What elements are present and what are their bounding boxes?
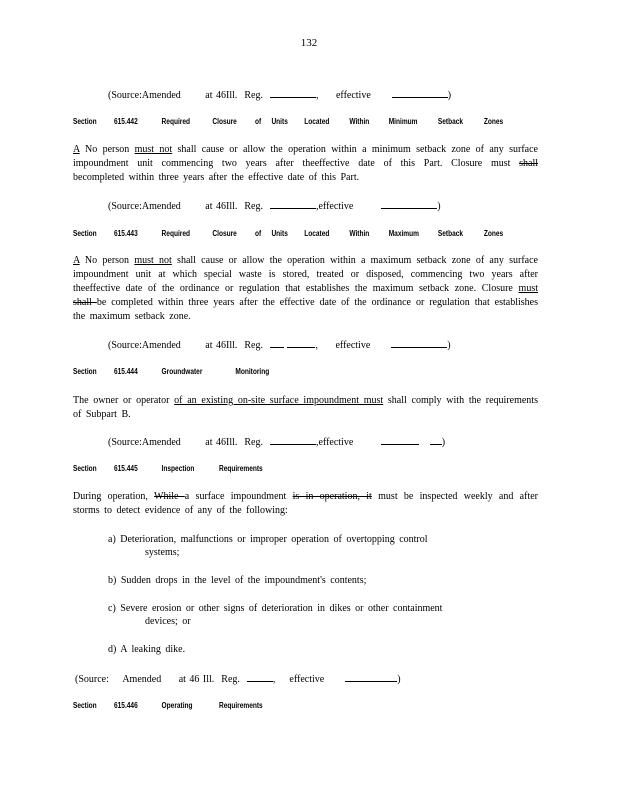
list-item: d) A leaking dike.: [108, 644, 186, 655]
paragraph-615-443: A No person must not shall cause or allow the operation within a maximum setback zone of any surface impoundment unit at which special waste is stored, treated or disposed, commencing two years after theeffective date of the ordinance or regulation that establishes the maximum setback zone. Closure must shall be completed within three years after the effective date of the ordinance or regulation that establishes the maximum setback zone.: [73, 255, 538, 322]
deleted-text: shall: [73, 297, 97, 308]
blank-line: [247, 672, 273, 682]
source-note: (Source:Amended at 46Ill. Reg. ,effective ): [108, 437, 446, 448]
paragraph-615-445: During operation, While a surface impoundment is in operation, it must be inspected weekly and after storms to detect evidence of any of the following:: [73, 491, 538, 516]
deleted-text: is in operation, it: [292, 491, 372, 502]
blank-line: [270, 199, 316, 209]
inserted-text: of an existing on-site surface impoundment must: [174, 395, 384, 406]
source-note: (Source: Amended at 46 Ill. Reg. , effective ): [75, 674, 401, 685]
blank-line: [270, 338, 284, 348]
source-note: (Source:Amended at 46Ill. Reg. ,effective ): [108, 201, 441, 212]
deleted-text: shall: [519, 158, 538, 169]
source-note: (Source:Amended at 46Ill. Reg. , effective ): [108, 340, 451, 351]
blank-line: [391, 338, 447, 348]
page-number: 132: [300, 37, 318, 49]
list-item: b) Sudden drops in the level of the impoundment's contents;: [108, 575, 367, 586]
source-note: (Source:Amended at 46Ill. Reg. , effective ): [108, 90, 452, 101]
blank-line: [392, 88, 448, 98]
list-item: a) Deterioration, malfunctions or improper operation of overtopping control systems;: [108, 534, 428, 558]
inserted-text: must not: [134, 144, 173, 155]
blank-line: [270, 88, 316, 98]
inserted-text: A: [73, 144, 80, 155]
section-heading: Section 615.445 Inspection Requirements: [73, 464, 263, 473]
list-item: c) Severe erosion or other signs of deterioration in dikes or other containment devices; or: [108, 603, 443, 627]
blank-line: [270, 435, 316, 445]
section-heading: Section 615.443 Required Closure of Units Located Within Maximum Setback Zones: [73, 229, 504, 238]
blank-line: [430, 435, 442, 445]
inserted-text: A: [73, 255, 80, 266]
blank-line: [381, 435, 419, 445]
blank-line: [345, 672, 397, 682]
inserted-text: must: [518, 283, 538, 294]
section-heading: Section 615.446 Operating Requirements: [73, 701, 263, 710]
inserted-text: must not: [134, 255, 172, 266]
blank-line: [381, 199, 437, 209]
blank-line: [287, 338, 315, 348]
deleted-text: While: [154, 491, 185, 502]
paragraph-615-444: The owner or operator of an existing on-site surface impoundment must shall comply with the requirements of Subpart B.: [73, 395, 538, 420]
section-heading: Section 615.442 Required Closure of Units Located Within Minimum Setback Zones: [73, 117, 504, 126]
section-heading: Section 615.444 Groundwater Monitoring: [73, 367, 270, 376]
paragraph-615-442: A No person must not shall cause or allow the operation within a minimum setback zone of any surface impoundment unit commencing two years after theeffective date of this Part. Closure must shall becompleted within three years after the effective date of this Part.: [73, 144, 538, 183]
